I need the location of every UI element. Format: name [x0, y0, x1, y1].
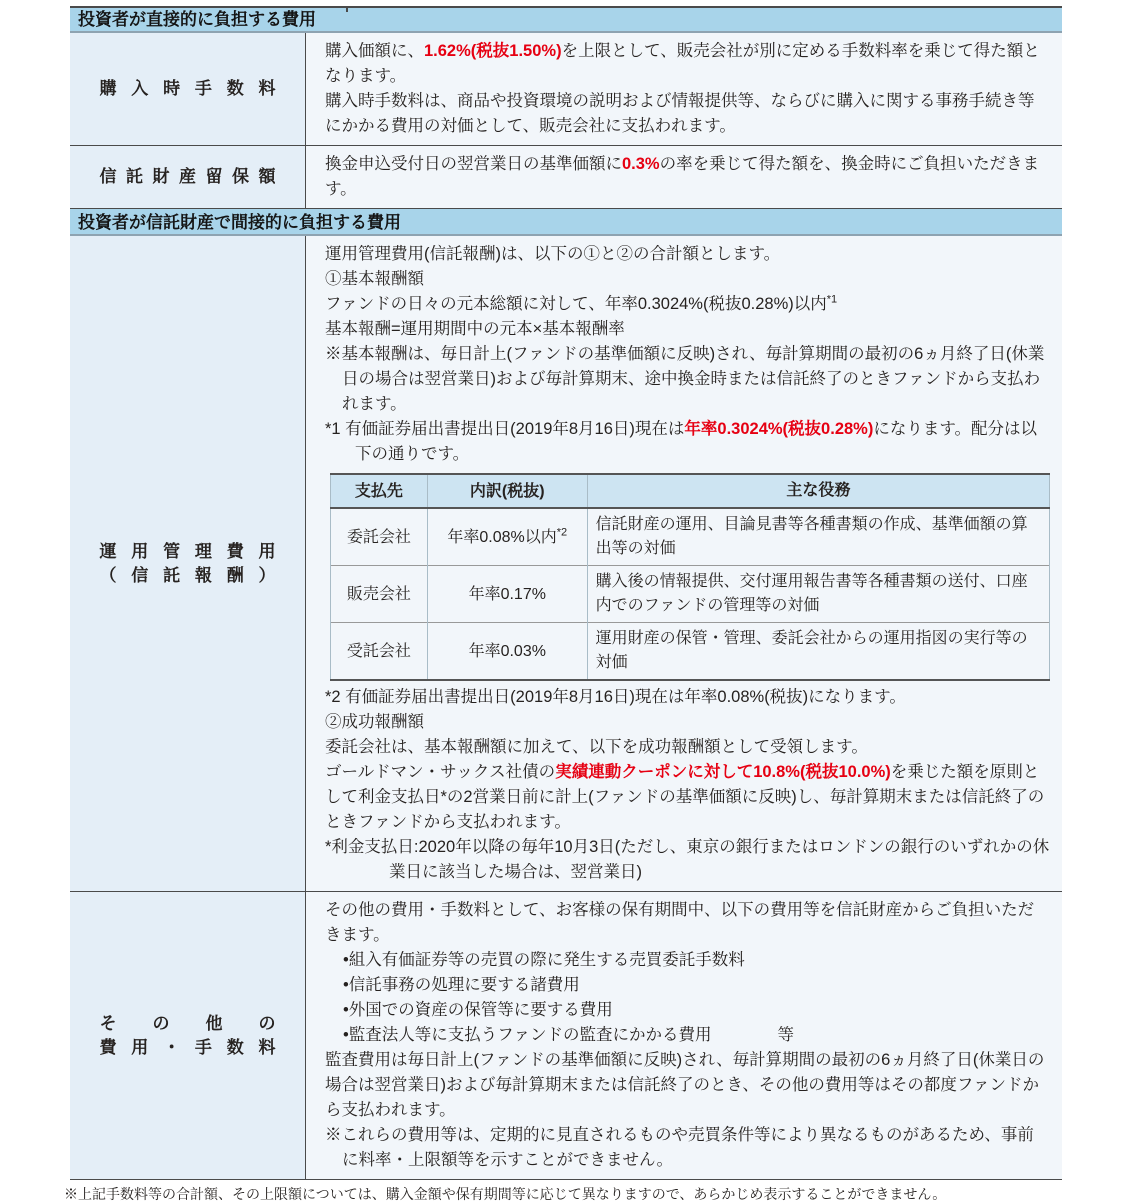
rate-cell: 年率0.03% [427, 623, 587, 681]
row-label: 運 用 管 理 費 用 [99, 541, 276, 561]
paragraph: ①基本報酬額 [325, 270, 424, 288]
purchase-fee-label-cell [70, 33, 306, 145]
paragraph: 換金申込受付日の翌営業日の基準価額に0.3%の率を乗じて得た額を、換金時にご負担いただきます。 [325, 155, 1040, 198]
purchase-fee-description [306, 33, 1062, 145]
paragraph: ゴールドマン・サックス社債の実績連動クーポンに対して10.8%(税抜10.0%)を乗じた額を原則として利金支払日*の2営業日前に計上(ファンドの基準価額に反映)し、毎計算期末または信託終了のときファンドから支払われます。 [325, 763, 1045, 831]
fee-table [70, 6, 1062, 1180]
bullet-item: •組入有価証券等の売買の際に発生する売買委託手数料 [343, 951, 745, 969]
paragraph: 基本報酬=運用期間中の元本×基本報酬率 [325, 320, 625, 338]
note-paragraph: *利金支払日:2020年以降の毎年10月3日(ただし、東京の銀行またはロンドンの銀行のいずれかの休業日に該当した場合は、翌営業日) [325, 838, 1050, 881]
section-header-direct-costs: 投資者が直接的に負担する費用 [70, 6, 1062, 33]
row-label: 購 入 時 手 数 料 [99, 79, 276, 98]
row-label: 費 用 ・ 手 数 料 [99, 1037, 276, 1057]
previous-table-bottom-edge [70, 6, 1062, 8]
fee-row-management [70, 236, 1062, 892]
row-label: （ 信 託 報 酬 ） [99, 565, 276, 585]
note-paragraph: *1 有価証券届出書提出日(2019年8月16日)現在は年率0.3024%(税抜0.28%)になります。配分は以下の通りです。 [325, 420, 1038, 463]
duty-cell: 運用財産の保管・管理、委託会社からの運用指図の実行等の対価 [587, 623, 1049, 681]
bullet-item: •信託事務の処理に要する諸費用 [343, 976, 580, 994]
table-row [331, 566, 1050, 623]
other-fees-description [306, 892, 1062, 1179]
fund-fee-document [0, 6, 1130, 1203]
fee-row-purchase [70, 33, 1062, 146]
duty-cell: 購入後の情報提供、交付運用報告書等各種書類の送付、口座内でのファンドの管理等の対価 [587, 566, 1049, 623]
fee-allocation-table [330, 473, 1050, 681]
column-header-rate: 内訳(税抜) [427, 474, 587, 508]
note-paragraph: ※基本報酬は、毎日計上(ファンドの基準価額に反映)され、毎計算期間の最初の6ヵ月終了日(休業日の場合は翌営業日)および毎計算期末、途中換金時または信託終了のときファンドから支払われます。 [325, 345, 1045, 413]
paragraph: その他の費用・手数料として、お客様の保有期間中、以下の費用等を信託財産からご負担いただきます。 [325, 901, 1035, 944]
column-header-payee: 支払先 [331, 474, 428, 508]
table-row [331, 508, 1050, 566]
paragraph: ファンドの日々の元本総額に対して、年率0.3024%(税抜0.28%)以内$^{*1}$ [325, 293, 838, 313]
rate-cell: 年率0.08%以内$^{*2}$ [427, 508, 587, 566]
other-fees-label-cell [70, 892, 306, 1179]
payee-cell: 販売会社 [331, 566, 428, 623]
paragraph: ②成功報酬額 [325, 713, 424, 731]
management-fee-description [306, 236, 1062, 891]
retention-description [306, 146, 1062, 208]
fee-row-other [70, 892, 1062, 1180]
payee-cell: 委託会社 [331, 508, 428, 566]
bullet-item: •監査法人等に支払うファンドの監査にかかる費用 等 [343, 1026, 794, 1044]
bottom-footnote: ※上記手数料等の合計額、その上限額については、購入金額や保有期間等に応じて異なりますので、あらかじめ表示することができません。 [64, 1186, 947, 1202]
fee-allocation-header-row [331, 474, 1050, 508]
bullet-item: •外国での資産の保管等に要する費用 [343, 1001, 613, 1019]
row-label: 信 託 財 産 留 保 額 [99, 167, 276, 186]
fee-row-retention [70, 146, 1062, 209]
paragraph: 委託会社は、基本報酬額に加えて、以下を成功報酬額として受領します。 [325, 738, 868, 756]
section-header-indirect-costs: 投資者が信託財産で間接的に負担する費用 [70, 209, 1062, 236]
note-paragraph: *2 有価証券届出書提出日(2019年8月16日)現在は年率0.08%(税抜)になります。 [325, 688, 906, 706]
row-label: そ の 他 の [99, 1013, 276, 1033]
paragraph: 購入時手数料は、商品や投資環境の説明および情報提供等、ならびに購入に関する事務手続き等にかかる費用の対価として、販売会社に支払われます。 [325, 92, 1035, 135]
paragraph: 購入価額に、1.62%(税抜1.50%)を上限として、販売会社が別に定める手数料率を乗じて得た額となります。 [325, 42, 1040, 85]
duty-cell: 信託財産の運用、目論見書等各種書類の作成、基準価額の算出等の対価 [587, 508, 1049, 566]
column-header-duty: 主な役務 [587, 474, 1049, 508]
paragraph: 監査費用は毎日計上(ファンドの基準価額に反映)され、毎計算期間の最初の6ヵ月終了日(休業日の場合は翌営業日)および毎計算期末または信託終了のとき、その他の費用等はその都度ファンドから支払われます。 [325, 1051, 1045, 1119]
note-paragraph: ※これらの費用等は、定期的に見直されるものや売買条件等により異なるものがあるため、事前に料率・上限額等を示すことができません。 [325, 1126, 1034, 1169]
payee-cell: 受託会社 [331, 623, 428, 681]
previous-table-divider-tick [346, 6, 348, 12]
paragraph: 運用管理費用(信託報酬)は、以下の①と②の合計額とします。 [325, 245, 781, 263]
retention-label-cell [70, 146, 306, 208]
management-fee-label-cell [70, 236, 306, 891]
rate-cell: 年率0.17% [427, 566, 587, 623]
table-row [331, 623, 1050, 681]
